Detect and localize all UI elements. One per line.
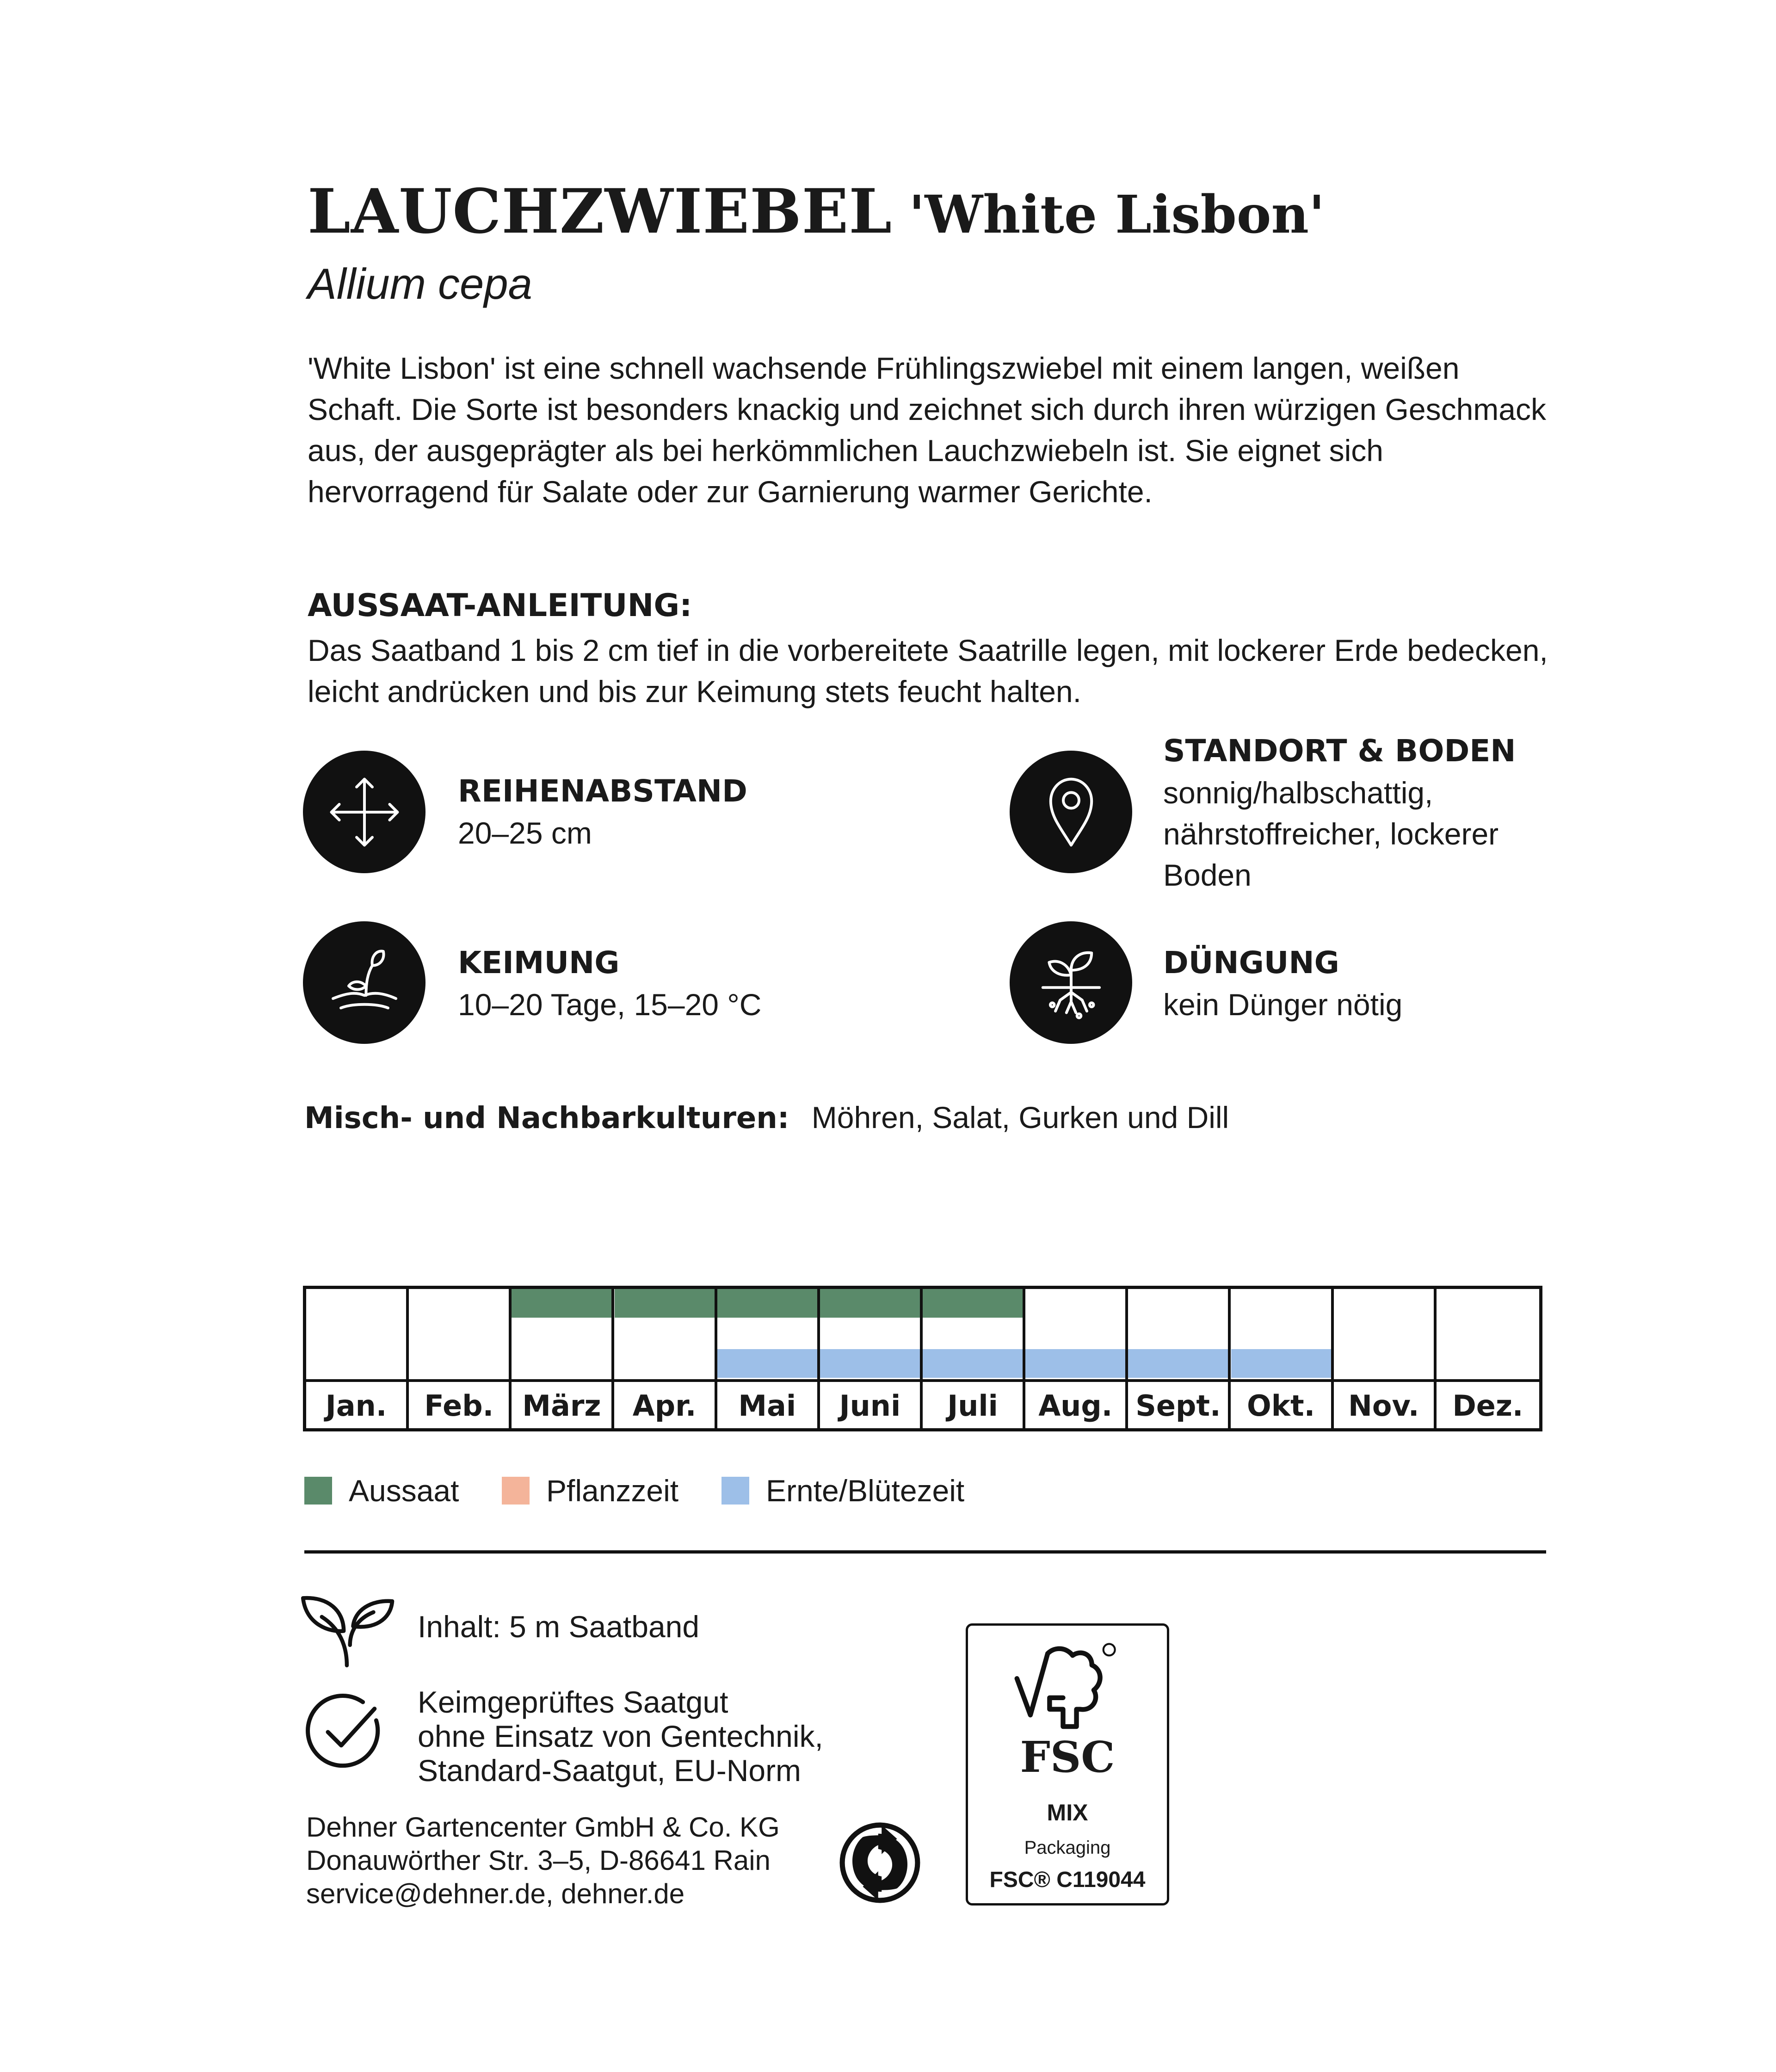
month-label: Juni [839,1389,901,1423]
harvest-bar [1128,1349,1228,1378]
quality-line-3: Standard-Saatgut, EU-Norm [418,1753,802,1788]
legend-planting-label: Pflanzzeit [546,1474,679,1508]
legend-planting-swatch [502,1477,530,1505]
latin-name: Allium cepa [308,259,532,308]
calendar-month [409,1289,512,1428]
street-address: Donauwörther Str. 3–5, D-86641 Rain [306,1845,771,1876]
germination-label: KEIMUNG [458,945,620,980]
sowing-bar [717,1289,817,1318]
month-label: Okt. [1247,1389,1315,1423]
germination-value: 10–20 Tage, 15–20 °C [458,987,762,1022]
month-label: Juli [947,1389,998,1423]
quality-line-2: ohne Einsatz von Gentechnik, [418,1719,823,1753]
fsc-logo [966,1623,1169,1906]
month-label: Aug. [1038,1389,1113,1423]
fertilizer-value: kein Dünger nötig [1163,987,1403,1022]
legend-sowing-swatch [304,1477,332,1505]
harvest-bar [717,1349,817,1378]
companion-plants [304,1100,1229,1135]
contact-info: service@dehner.de, dehner.de [306,1878,685,1909]
fsc-packaging: Packaging [1024,1838,1111,1858]
quality-info [418,1685,823,1788]
sowing-bar [923,1289,1023,1318]
sowing-bar [820,1289,920,1318]
spacing-value: 20–25 cm [458,816,592,850]
fsc-text: FSC [1020,1732,1115,1782]
legend-planting [502,1473,678,1508]
content-info: Inhalt: 5 m Saatband [418,1610,700,1644]
sowing-bar [615,1289,715,1318]
calendar-month [820,1289,923,1428]
calendar-month [1231,1289,1334,1428]
month-label: März [522,1389,601,1423]
fertilizer-label: DÜNGUNG [1163,945,1339,980]
company-address [306,1811,780,1911]
product-variety: 'White Lisbon' [909,185,1325,245]
harvest-bar [820,1349,920,1378]
month-label: Jan. [325,1389,387,1423]
location-pin-icon [1010,751,1132,873]
calendar-month [717,1289,820,1428]
sowing-text: Das Saatband 1 bis 2 cm tief in die vorbereitete Saatrille legen, mit lockerer Erde bedecken, leicht andrücken und bis zur Keimung stets feucht halten. [308,633,1548,709]
calendar-month [1437,1289,1539,1428]
product-title [308,176,1325,247]
fsc-license: FSC® C119044 [989,1868,1146,1892]
leaves-icon [298,1590,400,1669]
legend-harvest [722,1473,964,1508]
month-label: Sept. [1135,1389,1221,1423]
calendar-month [306,1289,409,1428]
harvest-bar [1025,1349,1125,1378]
product-name: LAUCHZWIEBEL [308,176,893,247]
spacing-label: REIHENABSTAND [458,773,747,809]
month-label: Mai [738,1389,796,1423]
green-dot-icon [837,1820,923,1906]
harvest-bar [1231,1349,1331,1378]
companion-label: Misch- und Nachbarkulturen: [304,1101,789,1135]
companion-value: Möhren, Salat, Gurken und Dill [811,1100,1229,1135]
calendar-month [923,1289,1025,1428]
calendar-month [1334,1289,1437,1428]
sowing-bar [512,1289,611,1318]
location-label: STANDORT & BODEN [1163,733,1516,769]
cross-arrows-icon [303,751,426,873]
month-label: Nov. [1348,1389,1419,1423]
legend-sowing-label: Aussaat [349,1474,459,1508]
root-plant-icon [1010,921,1132,1044]
calendar-month [512,1289,614,1428]
check-circle-icon [303,1690,386,1774]
company-name: Dehner Gartencenter GmbH & Co. KG [306,1812,780,1843]
sowing-calendar [303,1286,1542,1431]
legend-harvest-swatch [722,1477,749,1505]
legend-harvest-label: Ernte/Blütezeit [766,1474,965,1508]
calendar-month [1128,1289,1231,1428]
seedling-icon [303,921,426,1044]
location-value: sonnig/halbschattig, nährstoffreicher, lockerer Boden [1163,776,1499,892]
month-label: Dez. [1452,1389,1523,1423]
fsc-tree-icon [1007,1640,1132,1737]
calendar-month [1025,1289,1128,1428]
divider [304,1550,1546,1554]
product-description: 'White Lisbon' ist eine schnell wachsende Frühlingszwiebel mit einem langen, weißen Schaft. Die Sorte ist besonders knackig und zeichnet sich durch ihren würzigen Geschmack aus, der ausgeprägter als bei herkömmlichen Lauchzwiebeln ist. Sie eignet sich hervorragend für Salate oder zur Garnierung warmer Gerichte. [308,351,1546,509]
harvest-bar [923,1349,1023,1378]
sowing-heading: AUSSAAT-ANLEITUNG: [308,587,692,624]
month-label: Feb. [424,1389,494,1423]
quality-line-1: Keimgeprüftes Saatgut [418,1685,728,1719]
calendar-month [615,1289,717,1428]
legend-sowing [304,1473,459,1508]
fsc-mix: MIX [1047,1800,1088,1825]
month-label: Apr. [632,1389,697,1423]
